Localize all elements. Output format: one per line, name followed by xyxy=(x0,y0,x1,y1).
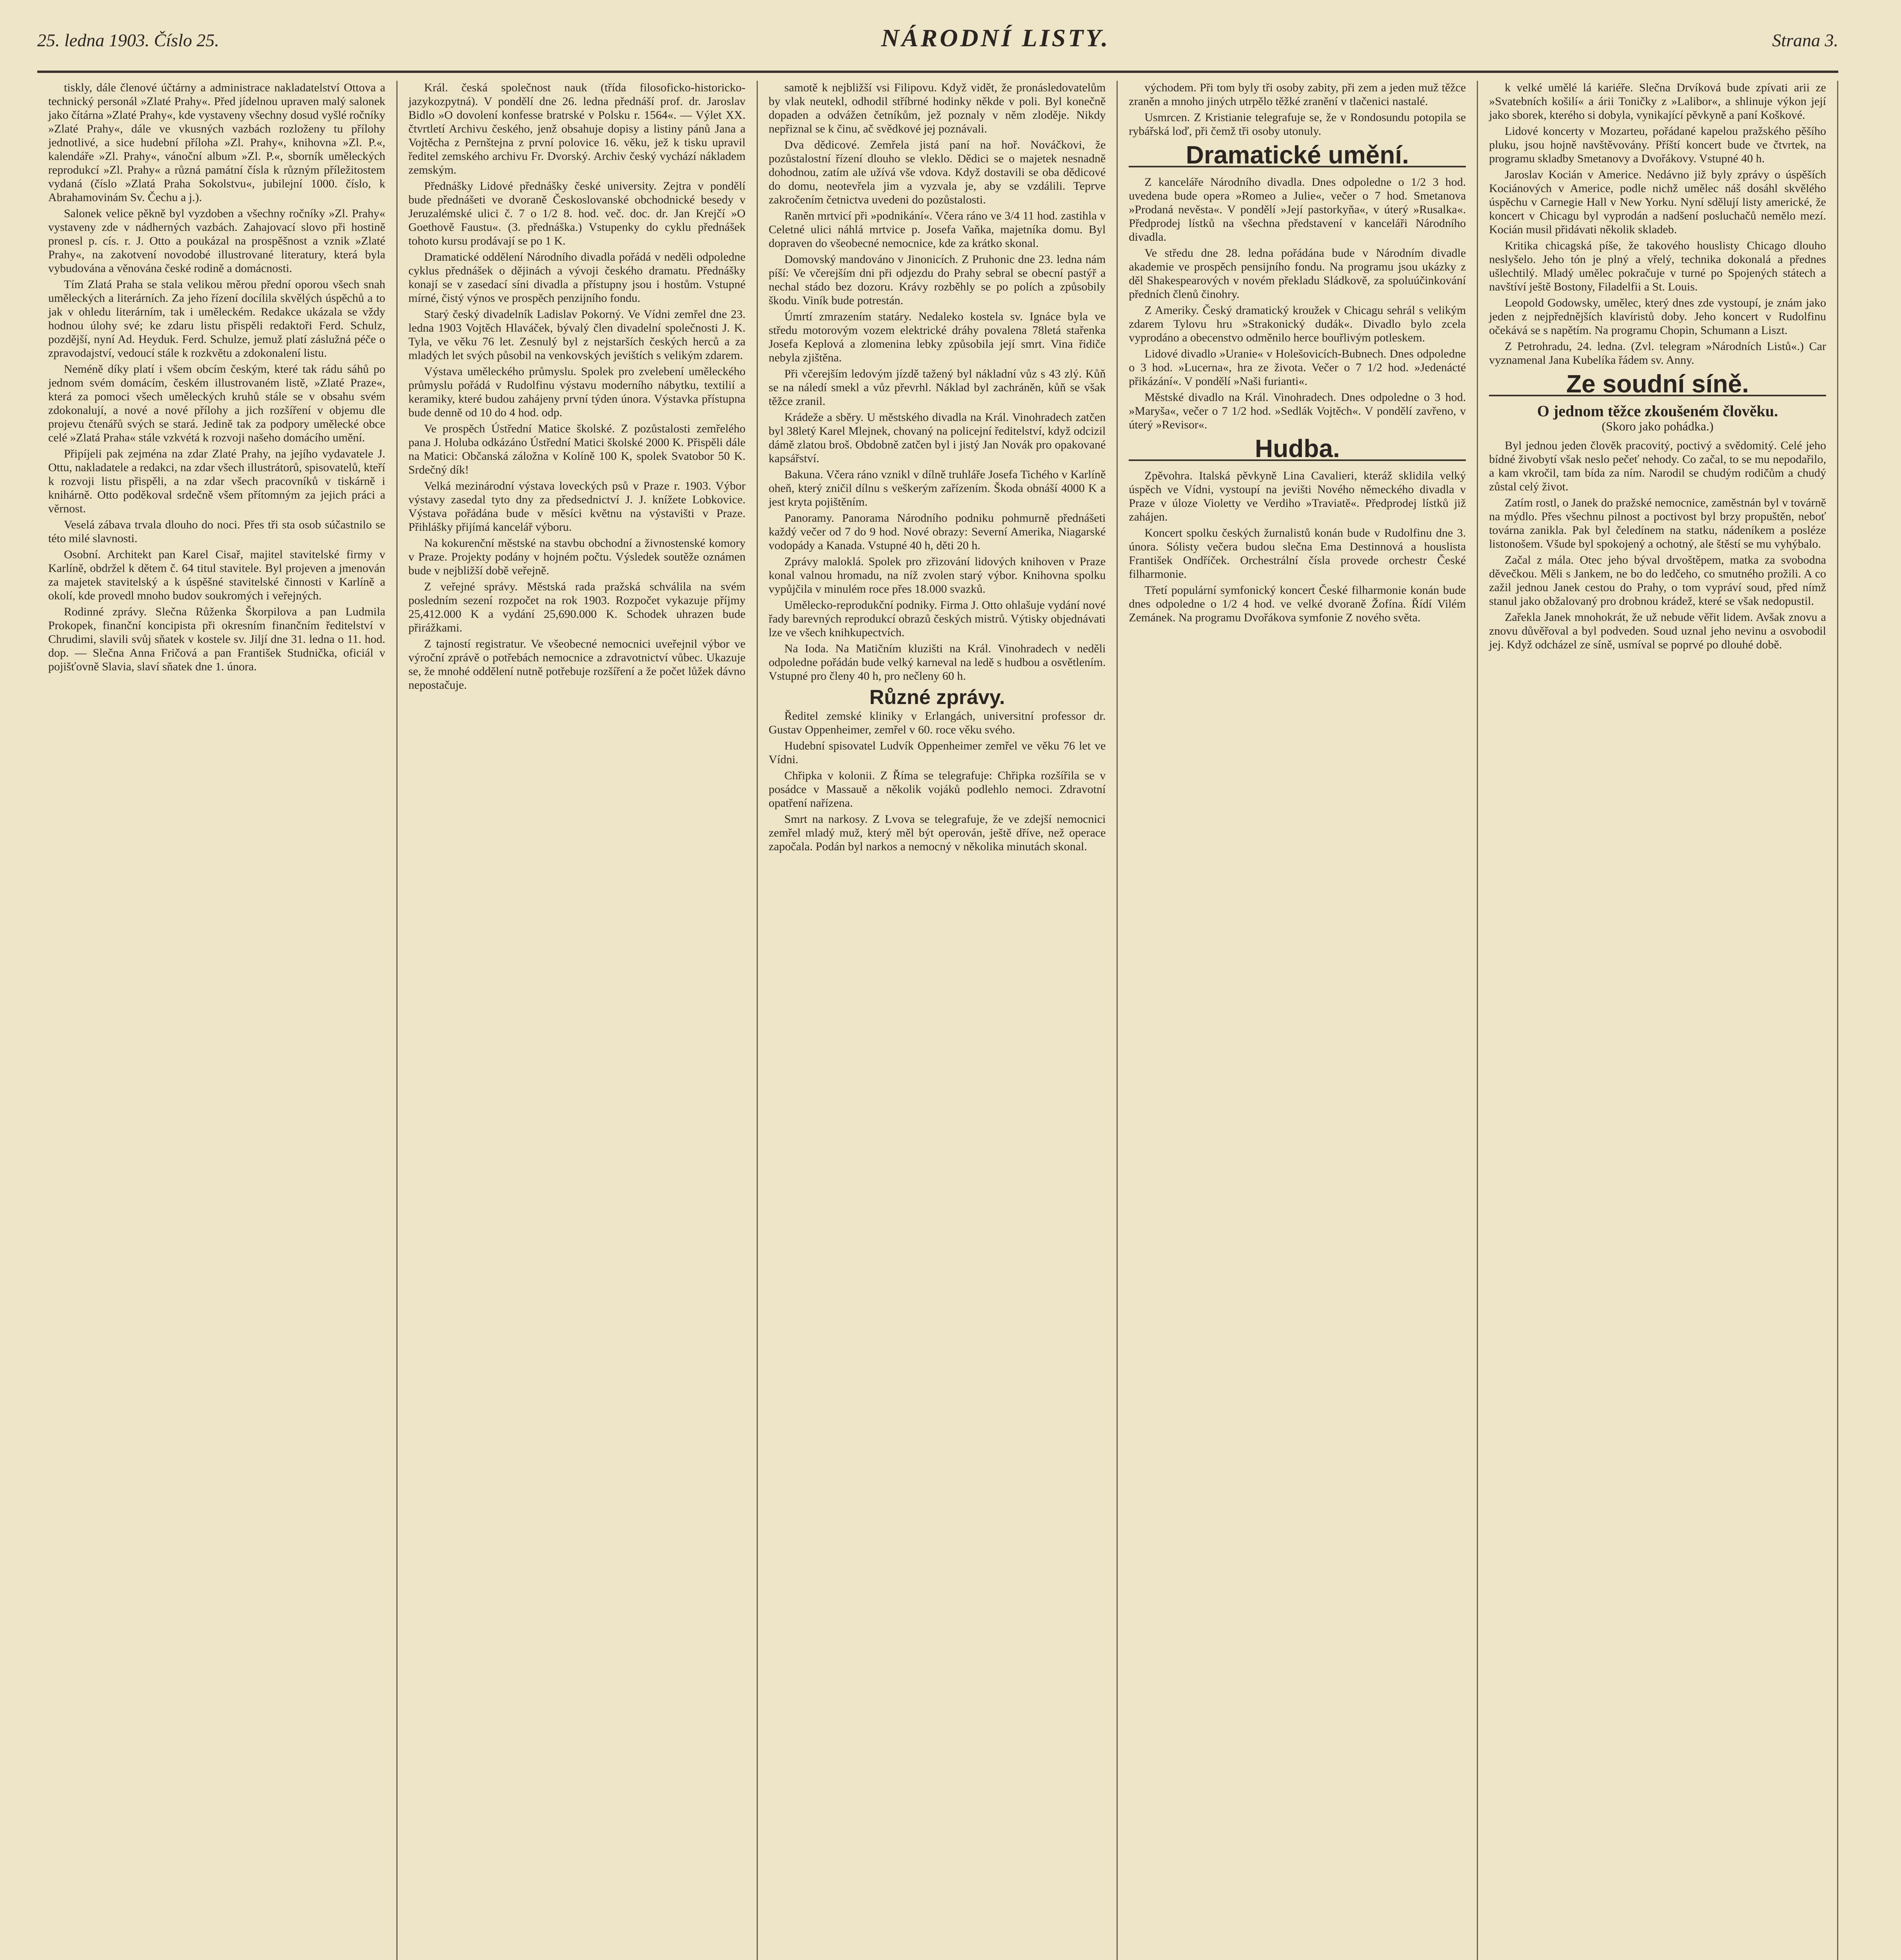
article-paragraph: Dva dědicové. Zemřela jistá paní na hoř. Nováčkovi, že pozůstalostní řízení dlouho se vleklo. Dědici se o majetek nesnadně dohodnou, zatím ale užívá vše vdova. Když dostavili se oba dědicové do domu, neotevřela jim a vyzvala je, aby se vzdálili. Teprve zakročením četnictva uvedeni do pozůstalosti. xyxy=(768,138,1106,206)
article-paragraph: Krádeže a sběry. U městského divadla na Král. Vinohradech zatčen byl 38letý Karel Mlejnek, chovaný na policejní ředitelství, když odcizil dámě zlatou broš. Obdobně zatčen byl i jistý Jan Novák pro opakované kapsářství. xyxy=(768,411,1106,465)
article-paragraph: Hudební spisovatel Ludvík Oppenheimer zemřel ve věku 76 let ve Vídni. xyxy=(768,739,1106,766)
issue-date: 25. ledna 1903. xyxy=(37,30,150,50)
story-subtitle: (Skoro jako pohádka.) xyxy=(1601,419,1714,433)
article-paragraph: Na kokurenční městské na stavbu obchodní a živnostenské komory v Praze. Projekty podány v hojném počtu. Výsledek soutěže oznámen bude v nejbližší době veřejně. xyxy=(408,537,746,577)
issue-number: Číslo 25. xyxy=(154,30,219,50)
article-paragraph: Salonek velice pěkně byl vyzdoben a všechny ročníky »Zl. Prahy« vystaveny zde v nádherných vazbách. Zahajovací slovo při hostině pronesl p. cís. r. J. Otto a poukázal na prospěšnost a vznik »Zlaté Prahy«, na zakotvení novodobé illustrované literatury, která byla vybudována a věnována české rodině a domácnosti. xyxy=(48,207,385,275)
page-number: Strana 3. xyxy=(1772,30,1838,50)
section-title-ze-soudni-sine: Ze soudní síně. xyxy=(1489,377,1826,396)
article-paragraph: Král. česká společnost nauk (třída filosoficko-historicko-jazykozpytná). V pondělí dne 26. ledna přednáší prof. dr. Jaroslav Bidlo »O dovolení konfesse bratrské v Polsku r. 1564«. — Výlet XX. čtvrtletí Archivu českého, jenž obsahuje dopisy a listiny pánů Jana a Vojtěcha z Pernštejna z první polovice 16. věku, jež k tisku upravil ředitel zemského archivu Fr. Dvorský. Archiv český vychází nákladem zemským. xyxy=(408,81,746,176)
article-paragraph: Lidové divadlo »Uranie« v Holešovicích-Bubnech. Dnes odpoledne o 3 hod. »Lucerna«, hra ze života. Večer o 7 1/2 hod. »Jedenácté přikázání«. V pondělí »Naši furianti«. xyxy=(1129,347,1466,388)
article-paragraph: Z tajností registratur. Ve všeobecné nemocnici uveřejnil výbor ve výroční zprávě o potřebách nemocnice a zdravotnictví vůbec. Ukazuje se, že mnohé oddělení nutně potřebuje rozšíření a že počet lůžek dávno nepostačuje. xyxy=(408,637,746,691)
article-paragraph: Starý český divadelník Ladislav Pokorný. Ve Vídni zemřel dne 23. ledna 1903 Vojtěch Hlaváček, bývalý člen divadelní společnosti J. K. Tyla, ve věku 76 let. Zesnulý byl z nejstarších českých herců a za mladých let svých působil na venkovských jevištích s velikým zdarem. xyxy=(408,308,746,362)
article-paragraph: Ve středu dne 28. ledna pořádána bude v Národním divadle akademie ve prospěch pensijního fondu. Na programu jsou ukázky z děl Shakespearových v novém překladu Sládkově, za spoluúčinkování předních členů činohry. xyxy=(1129,247,1466,301)
article-paragraph: Z kanceláře Národního divadla. Dnes odpoledne o 1/2 3 hod. uvedena bude opera »Romeo a Julie«, večer o 7 hod. Smetanova »Prodaná nevěsta«. V pondělí »Její pastorkyňa«, v úterý »Rusalka«. Předprodej lístků na všechna představení v kanceláři Národního divadla. xyxy=(1129,176,1466,243)
article-paragraph: tiskly, dále členové účtárny a administrace nakladatelství Ottova a technický personál »Zlaté Prahy«. Před jídelnou upraven malý salonek jako čítárna »Zlaté Prahy«, kde vystaveny všechny dosud vyšlé ročníky »Zlaté Prahy«, dále ve vkusných vazbách rozloženy tu přílohy jednotlivé, a sice hudební příloha »Zl. Prahy«, knihovna »Zl. P.«, kalendáře »Zl. Prahy«, vánoční album »Zl. P.«, sborník uměleckých reprodukcí »Zl. Prahy« a různá památní čísla k různým příležitostem vydaná (číslo »Zlatá Praha Sokolstvu«, jubilejní 1000. číslo, k Abrahamovinám Sv. Čechu a j.). xyxy=(48,81,385,204)
article-paragraph: Umělecko-reprodukční podniky. Firma J. Otto ohlašuje vydání nové řady barevných reprodukcí obrazů českých mistrů. Výtisky objednávati lze ve všech knihkupectvích. xyxy=(768,599,1106,639)
article-paragraph: Tím Zlatá Praha se stala velikou měrou přední oporou všech snah uměleckých a literárních. Za jeho řízení docílila skvělých úspěchů a to jak v ohledu literárním, tak i uměleckém. Redakce ukázala se vždy hodnou úlohy své; ke zdaru listu přispěli redaktoři Ferd. Schulz, pozdější, nyní Ad. Heyduk. Ferd. Schulze, jemuž platí záslužná péče o zpravodajství, vedoucí stále k rozkvětu a zdokonalení listu. xyxy=(48,278,385,359)
article-columns xyxy=(37,81,1838,1960)
article-paragraph: Ve prospěch Ústřední Matice školské. Z pozůstalosti zemřelého pana J. Holuba odkázáno Ústřední Matici školské 2000 K. Přispěli dále na Matici: Občanská záložna v Kolíně 100 K, spolek Svatobor 50 K. Srdečný dík! xyxy=(408,422,746,476)
article-paragraph: Chřipka v kolonii. Z Říma se telegrafuje: Chřipka rozšířila se v posádce v Massauě a několik vojáků podlehlo nemoci. Zdravotní opatření nařízena. xyxy=(768,769,1106,809)
article-paragraph: samotě k nejbližší vsi Filipovu. Když vidět, že pronásledovatelům by vlak neutekl, odhodil stříbrné hodinky někde v poli. Byl konečně dopaden a odvážen četníkům, jež poznaly v něm zloděje. Nikdy nepřiznal se k činu, ač svědkové jej poznávali. xyxy=(768,81,1106,135)
article-paragraph: Z veřejné správy. Městská rada pražská schválila na svém posledním sezení rozpočet na rok 1903. Rozpočet vykazuje příjmy 25,412.000 K a vydání 25,690.000 K. Schodek uhrazen bude přirážkami. xyxy=(408,580,746,634)
article-paragraph: Začal z mála. Otec jeho býval drvoštěpem, matka za svobodna děvečkou. Měli s Jankem, ne bo do ledčeho, co smutného prožili. A co zažil jednou Janek cestou do Prahy, o tom vypráví soud, před nímž stanul jako obžalovaný pro drobnou krádež, které se však nedopustil. xyxy=(1489,554,1826,608)
article-paragraph: Rodinné zprávy. Slečna Růženka Škorpilova a pan Ludmila Prokopek, finanční koncipista při okresním finančním ředitelství v Chrudimi, slavili svůj sňatek v kostele sv. Jiljí dne 31. ledna o 11. hod. dop. — Slečna Anna Fričová a pan František Studnička, oficiál v pojišťovně Slavia, slaví sňatek dne 1. února. xyxy=(48,605,385,673)
section-title-dramaticke-umeni: Dramatické umění. xyxy=(1129,148,1466,167)
section-title-hudba: Hudba. xyxy=(1129,442,1466,461)
story-headline: O jednom těžce zkoušeném člověku. xyxy=(1537,402,1778,420)
article-paragraph: Připíjeli pak zejména na zdar Zlaté Prahy, na jejího vydavatele J. Ottu, nakladatele a redakci, na zdar všech illustrátorů, spisovatelů, kteří k rozvoji listu přispěli, a na zdar všech pracovníků v tiskárně i knihárně. Otto poděkoval srdečně všem přítomným za jejich práci a věrnost. xyxy=(48,447,385,515)
article-paragraph: Raněn mrtvicí při »podnikání«. Včera ráno ve 3/4 11 hod. zastihla v Celetné ulici náhlá mrtvice p. Josefa Vaňka, majetníka domu. Byl dopraven do všeobecné nemocnice, kde za krátko skonal. xyxy=(768,209,1106,250)
article-paragraph: Kritika chicagská píše, že takového houslisty Chicago dlouho neslyšelo. Jeho tón je plný a vřelý, technika dokonalá a přednes ušlechtilý. Mladý umělec pokračuje v turné po Spojených státech a navštíví ještě Bostony, Filadelfii a St. Louis. xyxy=(1489,239,1826,293)
column-4 xyxy=(1118,81,1478,1960)
article-paragraph: Výstava uměleckého průmyslu. Spolek pro zvelebení uměleckého průmyslu pořádá v Rudolfinu výstavu moderního nábytku, textilií a keramiky, které budou zahájeny první týden února. Výstavka přístupna bude denně od 10 do 4 hod. odp. xyxy=(408,365,746,419)
article-paragraph: Při včerejším ledovým jízdě tažený byl nákladní vůz s 43 zlý. Kůň se na náledí smekl a vůz převrhl. Náklad byl zachráněn, kůň se však těžce zranil. xyxy=(768,367,1106,408)
article-paragraph: Koncert spolku českých žurnalistů konán bude v Rudolfinu dne 3. února. Sólisty večera budou slečna Ema Destinnová a houslista František Ondříček. Orchestrální čísla provede orchestr České filharmonie. xyxy=(1129,526,1466,581)
article-paragraph: Jaroslav Kocián v Americe. Nedávno již byly zprávy o úspěších Kociánových v Americe, podle nichž umělec náš dosáhl skvělého úspěchu v Carnegie Hall v New Yorku. Nyní sdělují listy americké, že koncert v Chicagu byl vyprodán a nadšení posluchačů nemělo mezí. Kocián musil přidávati několik skladeb. xyxy=(1489,168,1826,236)
article-paragraph: Dramatické oddělení Národního divadla pořádá v neděli odpoledne cyklus přednášek o dějinách a vývoji českého dramatu. Přednášky konají se v zasedací síni divadla a přístupny jsou i hostům. Vstupné mírné, čistý výnos ve prospěch penzijního fondu. xyxy=(408,250,746,305)
article-paragraph: Byl jednou jeden člověk pracovitý, poctivý a svědomitý. Celé jeho bídné živobytí však neslo pečeť nehody. Co začal, to se mu nepodařilo, a kam vkročil, tam bída za ním. Narodil se chudým rodičům a chudý zůstal celý život. xyxy=(1489,439,1826,493)
article-paragraph: Městské divadlo na Král. Vinohradech. Dnes odpoledne o 3 hod. »Maryša«, večer o 7 1/2 hod. »Sedlák Vojtěch«. V pondělí zavřeno, v úterý »Revisor«. xyxy=(1129,391,1466,431)
article-paragraph: Osobní. Architekt pan Karel Cisař, majitel stavitelské firmy v Karlíně, obdržel k dětem č. 64 titul stavitele. Byl projeven a jmenován za majetek stavitelský a k úspěšné stavitelské činnosti v Karlíně a okolí, kde provedl mnoho budov soukromých i veřejných. xyxy=(48,548,385,602)
article-paragraph: Z Petrohradu, 24. ledna. (Zvl. telegram »Národních Listů«.) Car vyznamenal Jana Kubelíka řádem sv. Anny. xyxy=(1489,340,1826,367)
article-paragraph: Bakuna. Včera ráno vznikl v dílně truhláře Josefa Tichého v Karlíně oheň, který zničil dílnu s veškerým zařízením. Škoda obnáší 4000 K a jest kryta pojištěním. xyxy=(768,468,1106,508)
page-header xyxy=(37,24,1838,73)
article-paragraph: Neméně díky platí i všem obcím českým, které tak rádu sáhů po jednom svém domácím, českém illustrovaném listě, »Zlaté Praze«, která za pomoci všech uměleckých kruhů stále se v obsahu svém zdokonalují, a nové a nové přílohy a jich rozšíření v objemu dle projevu čtenářů svých se stará. Jedině tak za podpory umělecké obce celé »Zlatá Praha« stále vzkvétá k rozvoji našeho domácího umění. xyxy=(48,363,385,444)
section-title-ruzne-zpravy: Různé zprávy. xyxy=(869,686,1005,709)
masthead: NÁRODNÍ LISTY. xyxy=(881,24,1110,52)
article-paragraph: Usmrcen. Z Kristianie telegrafuje se, že v Rondosundu potopila se rybářská loď, při čemž tři osoby utonuly. xyxy=(1129,111,1466,138)
article-paragraph: k velké umělé lá kariéře. Slečna Drvíková bude zpívati arii ze »Svatebních košilí« a árii Toničky z »Lalibor«, a shlinuje výkon její jako sborek, kterého si dobyla, vynikající pěvkyně a paní Koškové. xyxy=(1489,81,1826,122)
article-paragraph: Veselá zábava trvala dlouho do noci. Přes tři sta osob súčastnilo se této milé slavnosti. xyxy=(48,518,385,545)
article-paragraph: Ředitel zemské kliniky v Erlangách, universitní professor dr. Gustav Oppenheimer, zemřel v 60. roce věku svého. xyxy=(768,710,1106,736)
article-paragraph: Úmrtí zmrazením statáry. Nedaleko kostela sv. Ignáce byla ve středu motorovým vozem elektrické dráhy povalena 78letá stařenka Josefa Keplová a zlomenina lebky způsobila její smrt. Vina řidiče nebyla zjištěna. xyxy=(768,310,1106,364)
article-paragraph: Velká mezinárodní výstava loveckých psů v Praze r. 1903. Výbor výstavy zasedal tyto dny za předsednictví J. J. knížete Lobkovice. Výstava pořádána bude v měsíci květnu na výstavišti v Praze. Přihlášky přijímá kancelář výboru. xyxy=(408,479,746,534)
article-paragraph: Zařekla Janek mnohokrát, že už nebude věřit lidem. Avšak znovu a znovu důvěřoval a byl podveden. Soud uznal jeho nevinu a osvobodil jej. Když odcházel ze síně, usmíval se poprvé po dlouhé době. xyxy=(1489,611,1826,651)
article-paragraph: Zpěvohra. Italská pěvkyně Lina Cavalieri, kteráž sklidila velký úspěch ve Vídni, vystoupí na jevišti Nového německého divadla v Praze v úloze Violetty ve Verdiho »Traviatě«. Předprodej lístků již zahájen. xyxy=(1129,469,1466,523)
article-paragraph: Domovský mandováno v Jinonicích. Z Pruhonic dne 23. ledna nám píší: Ve včerejším dni při odjezdu do Prahy sebral se obecní pastýř a nechal stádo bez dozoru. Krávy rozběhly se po polích a způsobily škodu. Viník bude potrestán. xyxy=(768,253,1106,307)
article-paragraph: Panoramy. Panorama Národního podniku pohmurně přednášeti každý večer od 7 do 9 hod. Nové obrazy: Severní Amerika, Niagarské vodopády a Kanada. Vstupné 40 h, děti 20 h. xyxy=(768,512,1106,552)
column-1 xyxy=(37,81,398,1960)
article-paragraph: Z Ameriky. Český dramatický kroužek v Chicagu sehrál s velikým zdarem Tylovu hru »Strakonický dudák«. Divadlo bylo zcela vyprodáno a obecenstvo odměnilo herce bouřlivým potleskem. xyxy=(1129,304,1466,344)
article-paragraph: Leopold Godowsky, umělec, který dnes zde vystoupí, je znám jako jeden z nejpřednějších klavíristů doby. Jeho koncert v Rudolfinu očekává se s napětím. Na programu Chopin, Schumann a Liszt. xyxy=(1489,296,1826,337)
article-paragraph: Zatím rostl, o Janek do pražské nemocnice, zaměstnán byl v továrně na mýdlo. Přes všechnu pilnost a poctivost byl brzy propuštěn, neboť továrna zanikla. Pak byl čeledínem na statku, nádeníkem a posléze listonošem. Všude byl spokojený a ochotný, ale štěstí se mu vyhýbalo. xyxy=(1489,496,1826,550)
article-paragraph: východem. Při tom byly tři osoby zabity, při zem a jeden muž těžce zraněn a mnoho jiných utrpělo těžké zranění v tlačenici nastalé. xyxy=(1129,81,1466,108)
column-2 xyxy=(398,81,758,1960)
article-paragraph: Třetí populární symfonický koncert České filharmonie konán bude dnes odpoledne o 1/2 4 hod. ve velké dvoraně Žofína. Řídí Vilém Zemánek. Na programu Dvořákova symfonie Z nového světa. xyxy=(1129,584,1466,624)
article-paragraph: Zprávy maloklá. Spolek pro zřizování lidových knihoven v Praze konal valnou hromadu, na níž zvolen starý výbor. Knihovna spolku vypůjčila v minulém roce přes 18.000 svazků. xyxy=(768,555,1106,595)
article-paragraph: Smrt na narkosy. Z Lvova se telegrafuje, že ve zdejší nemocnici zemřel mladý muž, který měl být operován, ještě dříve, než operace započala. Podán byl narkos a nemocný v několika minutách skonal. xyxy=(768,813,1106,853)
column-3 xyxy=(758,81,1118,1960)
column-5 xyxy=(1478,81,1838,1960)
header-date-issue xyxy=(37,30,219,51)
article-paragraph: Přednášky Lidové přednášky české university. Zejtra v pondělí bude přednášeti ve dvoraně Českoslovanské obchodnické besedy v Jeruzalémské ulici č. 7 o 1/2 8. hod. več. doc. dr. Jan Krejčí »O Goethově Faustu«. (3. přednáška.) Vstupenky do cyklu přednášek tohoto kursu prodávají se po 1 K. xyxy=(408,180,746,247)
article-paragraph: Na Ioda. Na Matičním kluzišti na Král. Vinohradech v neděli odpoledne pořádán bude velký karneval na ledě s hudbou a osvětlením. Vstupné pro členy 40 h, pro nečleny 60 h. xyxy=(768,642,1106,682)
article-paragraph: Lidové koncerty v Mozarteu, pořádané kapelou pražského pěšího pluku, jsou hojně navštěvovány. Příští koncert bude ve čtvrtek, na programu skladby Smetanovy a Dvořákovy. Vstupné 40 h. xyxy=(1489,125,1826,165)
